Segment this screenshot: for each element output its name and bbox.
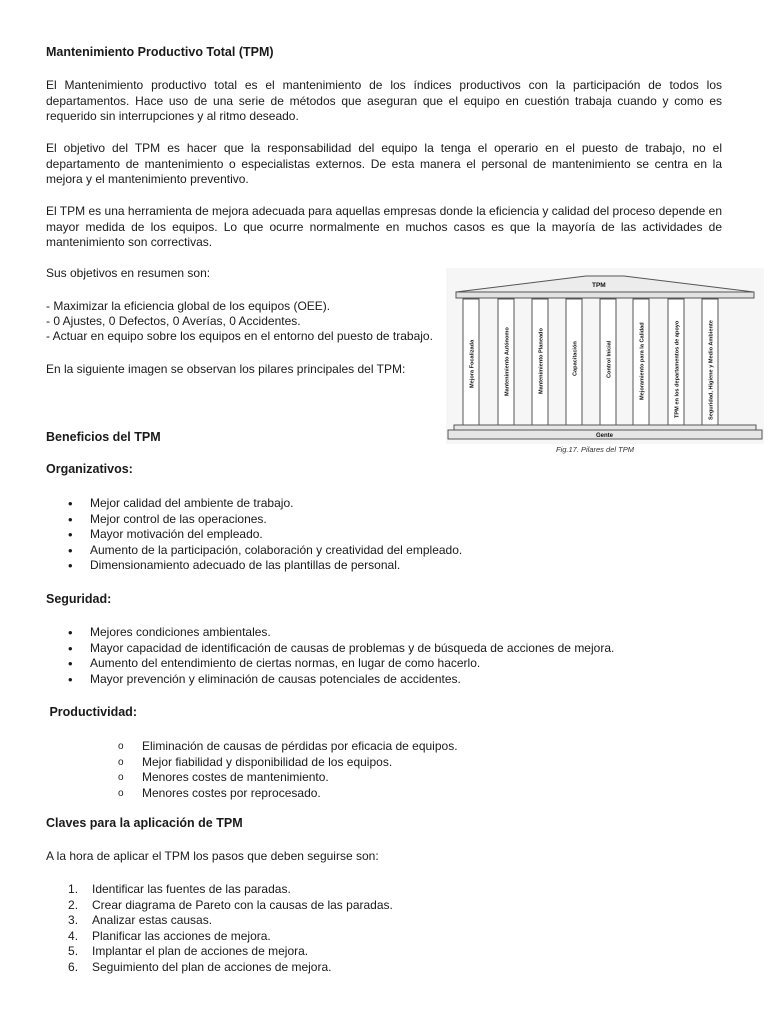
objectives-intro: Sus objetivos en resumen son: (46, 266, 211, 280)
tpm-pillars-figure (446, 268, 764, 458)
organizational-heading: Organizativos: (46, 462, 133, 476)
list-item: • Aumento del entendimiento de ciertas normas, en lugar de como hacerlo. (64, 656, 614, 672)
list-item: o Menores costes por reprocesado. (116, 786, 458, 802)
organizational-list (64, 496, 462, 574)
list-item: • Mayor motivación del empleado. (64, 527, 462, 543)
productivity-heading: Productividad: (46, 705, 137, 719)
list-item: • Dimensionamiento adecuado de las plantillas de personal. (64, 558, 462, 574)
objective-item: - 0 Ajustes, 0 Defectos, 0 Averías, 0 Accidentes. (46, 314, 301, 328)
roof-beam (456, 292, 754, 298)
benefits-heading: Beneficios del TPM (46, 430, 161, 444)
objective-item: - Maximizar la eficiencia global de los equipos (OEE). (46, 299, 331, 313)
pillar-7 (668, 299, 684, 425)
pillar-8 (702, 299, 718, 425)
pillar-2 (498, 299, 514, 425)
keys-heading: Claves para la aplicación de TPM (46, 816, 243, 830)
pillar-label: TPM en los departamentos de apoyo (674, 320, 681, 418)
list-item: Seguimiento del plan de acciones de mejora. (92, 959, 332, 974)
list-item: o Mejor fiabilidad y disponibilidad de los equipos. (116, 755, 458, 771)
safety-list (64, 625, 614, 687)
pillar-label: Control Inicial (606, 340, 613, 378)
base-label: Gente (596, 433, 614, 439)
pillar-6 (633, 299, 649, 425)
list-item: Planificar las acciones de mejora. (92, 928, 271, 943)
list-item: • Mejor control de las operaciones. (64, 512, 462, 528)
list-item: • Mejor calidad del ambiente de trabajo. (64, 496, 462, 512)
list-item: Identificar las fuentes de las paradas. (92, 882, 291, 896)
intro-paragraph-3: El TPM es una herramienta de mejora adecuada para aquellas empresas donde la eficiencia y calidad del proceso depende en mayor medida de los equipos. Lo que ocurre normalmente en muchos casos es que la mayoría de las actividades de mantenimiento son correctivas. (46, 204, 722, 249)
base-step-top (454, 425, 756, 430)
tpm-temple-diagram (446, 268, 764, 444)
list-item: Implantar el plan de acciones de mejora. (92, 944, 309, 958)
pillar-label: Seguridad, Higiene y Medio Ambiente (708, 320, 715, 420)
intro-paragraph-2: El objetivo del TPM es hacer que la responsabilidad del equipo la tenga el operario en el puesto de trabajo, no el departamento de mantenimiento o especialistas externos. De esta manera el personal de mantenimiento se centra en la mejora y el mantenimiento preventivo. (46, 141, 722, 186)
pillar-label: Mantenimiento Planeado (538, 328, 545, 394)
pillars-intro: En la siguiente imagen se observan los pilares principales del TPM: (46, 362, 406, 376)
figure-caption: Fig.17. Pilares del TPM (556, 445, 634, 454)
list-item: • Mayor capacidad de identificación de causas de problemas y de búsqueda de acciones de mejora. (64, 641, 614, 657)
objective-item: - Actuar en equipo sobre los equipos en el entorno del puesto de trabajo. (46, 329, 433, 343)
pillar-label: Mantenimiento Autónomo (504, 327, 511, 396)
pillar-label: Capacitación (572, 341, 579, 376)
list-item: Crear diagrama de Pareto con la causas de las paradas. (92, 897, 393, 912)
roof-label: TPM (592, 282, 606, 289)
keys-intro: A la hora de aplicar el TPM los pasos que deben seguirse son: (46, 849, 379, 863)
list-item: • Mejores condiciones ambientales. (64, 625, 614, 641)
list-item: o Eliminación de causas de pérdidas por eficacia de equipos. (116, 739, 458, 755)
pillar-1 (463, 299, 479, 425)
pillar-3 (532, 299, 548, 425)
pillar-5 (600, 299, 616, 425)
keys-steps-list (46, 882, 393, 975)
list-item: o Menores costes de mantenimiento. (116, 770, 458, 786)
document-title: Mantenimiento Productivo Total (TPM) (46, 45, 274, 59)
pillar-label: Mejora Focalizada (469, 339, 476, 388)
safety-heading: Seguridad: (46, 592, 112, 606)
intro-paragraph-1: El Mantenimiento productivo total es el mantenimiento de los índices productivos con la participación de todos los departamentos. Hace uso de una serie de métodos que aseguran que el equipo en cuestión trabaja cuando y como es requerido sin interrupciones y al ritmo deseado. (46, 78, 722, 123)
pillar-label: Mejoramiento para la Calidad (639, 322, 646, 400)
pillar-4 (566, 299, 582, 425)
list-item: • Aumento de la participación, colaboración y creatividad del empleado. (64, 543, 462, 559)
productivity-list (116, 739, 458, 801)
list-item: • Mayor prevención y eliminación de causas potenciales de accidentes. (64, 672, 614, 688)
list-item: Analizar estas causas. (92, 913, 213, 927)
